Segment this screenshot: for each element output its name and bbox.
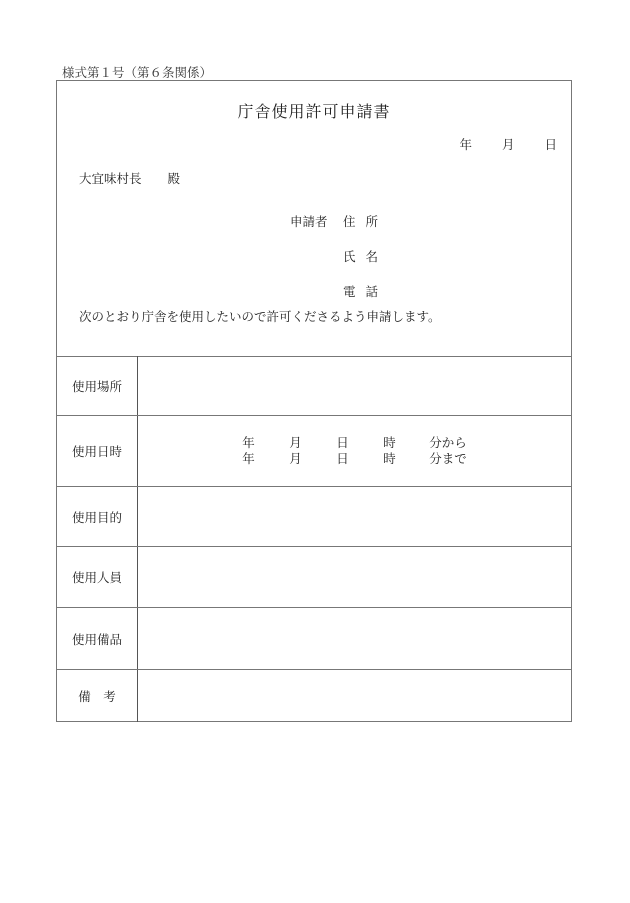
form-title: 庁舎使用許可申請書 (237, 102, 391, 121)
table-row-equipment (57, 608, 571, 670)
application-form (56, 80, 572, 722)
date-line (433, 135, 557, 153)
date-day[interactable]: 日 (544, 137, 557, 152)
table-row-location (57, 356, 571, 416)
row-label: 使用日時 (57, 416, 138, 486)
remarks-field[interactable] (138, 670, 571, 722)
applicant-name-label: 氏名 (343, 249, 389, 264)
table-row-remarks (57, 670, 571, 722)
location-field[interactable] (138, 356, 571, 415)
form-caption: 様式第１号（第６条関係） (62, 65, 213, 80)
applicant-block (290, 204, 393, 309)
row-label: 使用目的 (57, 487, 138, 546)
datetime-field[interactable]: 年 月 日 時 分から 年 月 日 時 分まで (242, 435, 467, 466)
request-statement: 次のとおり庁舎を使用したいので許可くださるよう申請します。 (79, 309, 441, 324)
row-label: 使用備品 (57, 608, 138, 669)
addressee-name: 大宜味村長 (79, 171, 142, 186)
row-label: 使用人員 (57, 547, 138, 607)
table-row-attendees (57, 547, 571, 608)
addressee (79, 169, 180, 187)
purpose-field[interactable] (138, 487, 571, 546)
equipment-field[interactable] (138, 608, 571, 669)
applicant-lead: 申請者 (290, 214, 328, 229)
attendees-field[interactable] (138, 547, 571, 607)
date-month[interactable]: 月 (501, 137, 515, 152)
addressee-honorific: 殿 (167, 171, 181, 186)
details-table (57, 356, 571, 722)
table-row-purpose (57, 487, 571, 547)
form-header (57, 81, 571, 357)
row-label: 使用場所 (57, 356, 138, 415)
row-label: 備 考 (57, 670, 138, 722)
date-year[interactable]: 年 (459, 137, 472, 152)
applicant-address-label: 住所 (343, 214, 389, 229)
applicant-phone-label: 電話 (343, 284, 389, 299)
table-row-datetime (57, 416, 571, 487)
